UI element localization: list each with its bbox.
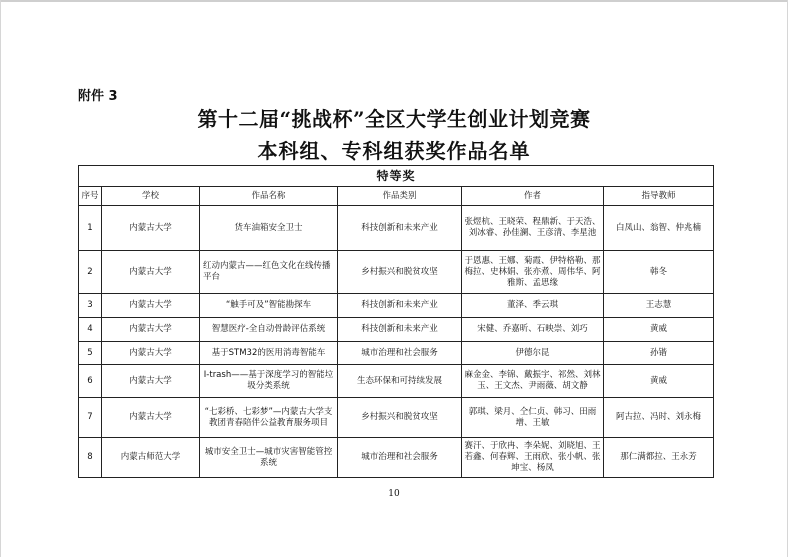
column-header-number: 序号 [79,187,102,206]
row-work: 基于STM32的医用消毒智能车 [200,342,338,365]
row-category: 乡村振兴和脱贫攻坚 [338,251,462,294]
row-category: 科技创新和未来产业 [338,318,462,342]
annex-label: 附件 3 [78,89,118,104]
row-number: 1 [79,206,102,251]
row-work: 智慧医疗-全自动骨龄评估系统 [200,318,338,342]
row-category: 科技创新和未来产业 [338,294,462,318]
row-category: 城市治理和社会服务 [338,342,462,365]
column-header-advisors: 指导教师 [604,187,714,206]
row-school: 内蒙古大学 [102,294,200,318]
row-school: 内蒙古师范大学 [102,438,200,478]
row-number: 6 [79,365,102,398]
row-school: 内蒙古大学 [102,206,200,251]
column-header-school: 学校 [102,187,200,206]
row-number: 3 [79,294,102,318]
row-school: 内蒙古大学 [102,251,200,294]
row-advisors: 阿古拉、冯时、刘永梅 [604,398,714,438]
row-work: 城市安全卫士—城市灾害智能管控系统 [200,438,338,478]
row-work: “触手可及”智能勘探车 [200,294,338,318]
row-work: 货车油箱安全卫士 [200,206,338,251]
row-category: 科技创新和未来产业 [338,206,462,251]
row-number: 2 [79,251,102,294]
document-title-line1: 第十二届“挑战杯”全区大学生创业计划竞赛 [197,107,591,131]
table-row [79,438,714,478]
document-title-line2: 本科组、专科组获奖作品名单 [257,139,531,163]
row-authors: 郭琪、梁月、仝仁贞、韩习、田雨增、王敏 [462,398,604,438]
row-school: 内蒙古大学 [102,318,200,342]
page-left-edge [0,0,1,557]
row-authors: 赛汗、于欣冉、李朵妮、刘晓旭、王若鑫、何春辉、王雨欣、张小帆、张坤宝、杨凤 [462,438,604,478]
table-row [79,294,714,318]
row-advisors: 黄威 [604,365,714,398]
row-authors: 董泽、季云琪 [462,294,604,318]
row-authors: 张煜杭、王晓荣、程鼎新、于天浩、刘冰睿、孙佳澜、王彦清、李星池 [462,206,604,251]
row-category: 生态环保和可持续发展 [338,365,462,398]
row-advisors: 黄威 [604,318,714,342]
row-number: 7 [79,398,102,438]
row-number: 5 [79,342,102,365]
row-advisors: 那仁满都拉、王永芳 [604,438,714,478]
row-advisors: 孙锴 [604,342,714,365]
row-advisors: 韩冬 [604,251,714,294]
table-row [79,251,714,294]
award-table [78,165,714,478]
table-row [79,318,714,342]
page-top-edge [0,0,788,2]
award-level-row [79,166,714,187]
row-authors: 宋健、乔嘉昕、石映崇、刘巧 [462,318,604,342]
column-header-work: 作品名称 [200,187,338,206]
row-category: 城市治理和社会服务 [338,438,462,478]
row-authors: 麻金金、李锦、戴振宇、祁然、刘林玉、王文杰、尹雨薇、胡文静 [462,365,604,398]
row-work: 红动内蒙古——红色文化在线传播平台 [200,251,338,294]
award-level-heading: 特等奖 [79,166,714,187]
row-number: 8 [79,438,102,478]
column-header-authors: 作者 [462,187,604,206]
table-header-row [79,187,714,206]
row-number: 4 [79,318,102,342]
row-school: 内蒙古大学 [102,365,200,398]
row-work: I-trash——基于深度学习的智能垃圾分类系统 [200,365,338,398]
page-number: 10 [388,489,400,499]
row-advisors: 王志慧 [604,294,714,318]
row-advisors: 白凤山、翁智、仲兆楠 [604,206,714,251]
row-authors: 伊德尔昆 [462,342,604,365]
column-header-category: 作品类别 [338,187,462,206]
row-category: 乡村振兴和脱贫攻坚 [338,398,462,438]
row-school: 内蒙古大学 [102,342,200,365]
table-row [79,398,714,438]
row-authors: 于恩惠、王娜、菊霞、伊特格勒、那梅拉、史林娟、张亦煮、周伟华、阿雅斯、孟思缘 [462,251,604,294]
row-school: 内蒙古大学 [102,398,200,438]
table-row [79,206,714,251]
table-row [79,342,714,365]
row-work: “七彩桥、七彩梦”—内蒙古大学支教团青春陪伴公益教育服务项目 [200,398,338,438]
table-row [79,365,714,398]
